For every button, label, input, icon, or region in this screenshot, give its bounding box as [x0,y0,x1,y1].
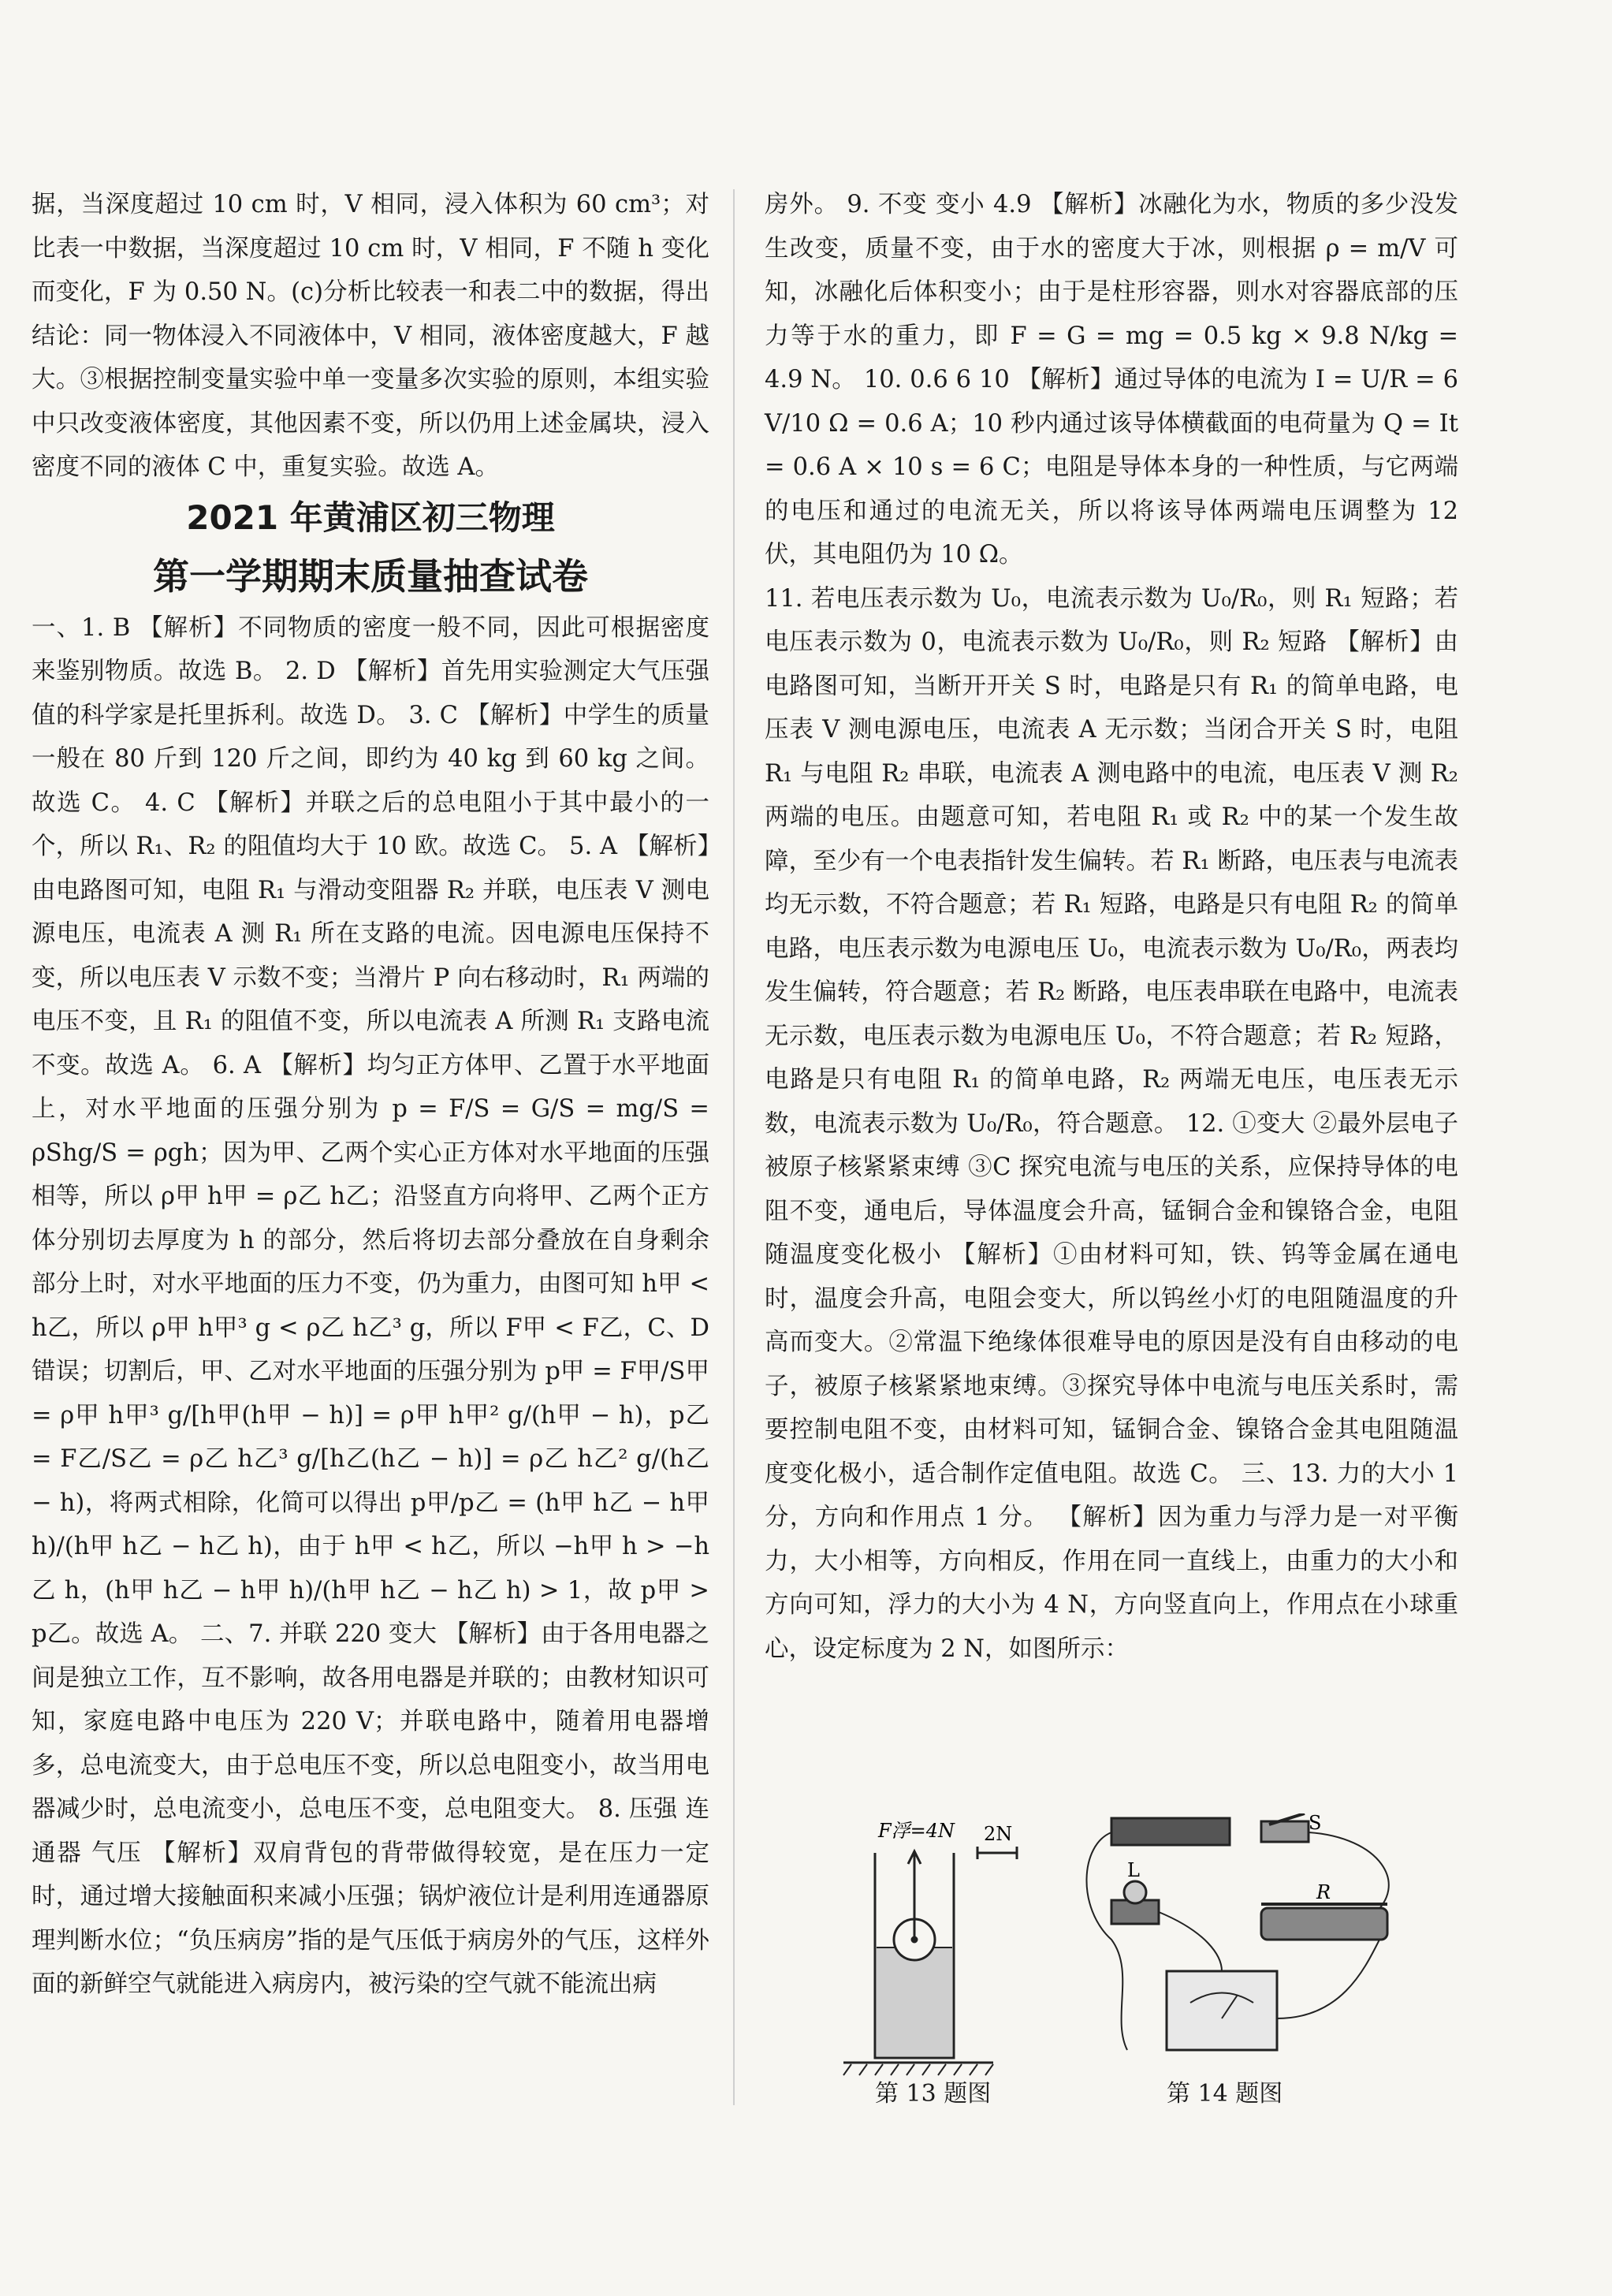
answers-9-10: 房外。 9. 不变 变小 4.9 【解析】冰融化为水，物质的多少没发生改变，质量不变，由于水的密度大于冰，则根据 ρ = m/V 可知，冰融化后体积变小；由于是柱形容器，则水对容器底部的压力等于水的重力，即 F = G = mg = 0.5 kg × 9.8 N/kg = 4.9 N。 10. 0.6 6 10 【解析】通过导体的电流为 I = U/R = 6 V/10 Ω = 0.6 A；10 秒内通过该导体横截面的电荷量为 Q = It = 0.6 A × 10 s = 6 C；电阻是导体本身的一种性质，与它两端的电压和通过的电流无关，所以将该导体两端电压调整为 12 伏，其电阻仍为 10 Ω。 [765,191,1458,568]
switch-label: S [1309,1813,1322,1834]
exam-title-line2: 第一学期期末质量抽查试卷 [153,554,588,598]
answers-11-13: 11. 若电压表示数为 U₀，电流表示数为 U₀/R₀，则 R₁ 短路；若电压表示数为 0，电流表示数为 U₀/R₀，则 R₂ 短路 【解析】由电路图可知，当断开开关 S 时，电路是只有 R₁ 的简单电路，电压表 V 测电源电压，电流表 A 无示数；当闭合开关 S 时，电阻 R₁ 与电阻 R₂ 串联，电流表 A 测电路中的电流，电压表 V 测 R₂ 两端的电压。由题意可知，若电阻 R₁ 或 R₂ 中的某一个发生故障，至少有一个电表指针发生偏转。若 R₁ 断路，电压表与电流表均无示数，不符合题意；若 R₁ 短路，电路是只有电阻 R₂ 的简单电路，电压表示数为电源电压 U₀，电流表示数为 U₀/R₀，两表均发生偏转，符合题意；若 R₂ 断路，电压表串联在电路中，电流表无示数，电压表示数为电源电压 U₀，不符合题意；若 R₂ 短路，电路是只有电阻 R₁ 的简单电路，R₂ 两端无电压，电压表无示数，电流表示数为 U₀/R₀，符合题意。 12. ①变大 ②最外层电子被原子核紧紧束缚 ③C 探究电流与电压的关系，应保持导体的电阻不变，通电后，导体温度会升高，锰铜合金和镍铬合金，电阻随温度变化极小 【解析】①由材料可知，铁、钨等金属在通电时，温度会升高，电阻会变大，所以钨丝小灯的电阻随温度的升高而变大。②常温下绝缘体很难导电的原因是没有自由移动的电子，被原子核紧紧地束缚。③探究导体中电流与电压关系时，需要控制电阻不变，由材料可知，锰铜合金、镍铬合金其电阻随温度变化极小，适合制作定值电阻。故选 C。 三、13. 力的大小 1 分，方向和作用点 1 分。 【解析】因为重力与浮力是一对平衡力，大小相等，方向相反，作用在同一直线上，由重力的大小和方向可知，浮力的大小为 4 N，方向竖直向上，作用点在小球重心，设定标度为 2 N，如图所示： [765,584,1458,1663]
continued-answer-text: 据，当深度超过 10 cm 时，V 相同，浸入体积为 60 cm³；对比表一中数据，当深度超过 10 cm 时，V 相同，F 不随 h 变化而变化，F 为 0.50 N。(c)分析比较表一和表二中的数据，得出结论：同一物体浸入不同液体中，V 相同，液体密度越大，F 越大。③根据控制变量实验中单一变量多次实验的原则，本组实验中只改变液体密度，其他因素不变，所以仍用上述金属块，浸入密度不同的液体 C 中，重复实验。故选 A。 [32,191,709,481]
rheostat [1261,1908,1387,1940]
left-column [32,183,709,2007]
column-divider [733,189,735,2105]
switch [1261,1821,1309,1842]
ammeter [1167,1971,1277,2050]
battery-box [1111,1818,1230,1845]
figure-13 [828,1806,1033,2089]
figure-14-caption: 第 14 题图 [1167,2080,1283,2108]
answers-section-1-2: 一、1. B 【解析】不同物质的密度一般不同，因此可根据密度来鉴别物质。故选 B。 2. D 【解析】首先用实验测定大气压强值的科学家是托里拆利。故选 D。 3. C 【解析】中学生的质量一般在 80 斤到 120 斤之间，即约为 40 kg 到 60 kg 之间。故选 C。 4. C 【解析】并联之后的总电阻小于其中最小的一个，所以 R₁、R₂ 的阻值均大于 10 欧。故选 C。 5. A 【解析】由电路图可知，电阻 R₁ 与滑动变阻器 R₂ 并联，电压表 V 测电源电压，电流表 A 测 R₁ 所在支路的电流。因电源电压保持不变，所以电压表 V 示数不变；当滑片 P 向右移动时，R₁ 两端的电压不变，且 R₁ 的阻值不变，所以电流表 A 所测 R₁ 支路电流不变。故选 A。 6. A 【解析】均匀正方体甲、乙置于水平地面上，对水平地面的压强分别为 p = F/S = G/S = mg/S = ρShg/S = ρgh；因为甲、乙两个实心正方体对水平地面的压强相等，所以 ρ甲 h甲 = ρ乙 h乙；沿竖直方向将甲、乙两个正方体分别切去厚度为 h 的部分，然后将切去部分叠放在自身剩余部分上时，对水平地面的压力不变，仍为重力，由图可知 h甲 < h乙，所以 ρ甲 h甲³ g < ρ乙 h乙³ g，所以 F甲 < F乙，C、D 错误；切割后，甲、乙对水平地面的压强分别为 p甲 = F甲/S甲 = ρ甲 h甲³ g/[h甲(h甲 − h)] = ρ甲 h甲² g/(h甲 − h)，p乙 = F乙/S乙 = ρ乙 h乙³ g/[h乙(h乙 − h)] = ρ乙 h乙² g/(h乙 − h)，将两式相除，化简可以得出 p甲/p乙 = (h甲 h乙 − h甲 h)/(h甲 h乙 − h乙 h)，由于 h甲 < h乙，所以 −h甲 h > −h乙 h，(h甲 h乙 − h甲 h)/(h甲 h乙 − h乙 h) > 1，故 p甲 > p乙。故选 A。 二、7. 并联 220 变大 【解析】由于各用电器之间是独立工作，互不影响，故各用电器是并联的；由教材知识可知，家庭电路中电压为 220 V；并联电路中，随着用电器增多，总电流变大，由于总电压不变，所以总电阻变小，故当用电器减少时，总电流变小，总电压不变，总电阻变大。 8. 压强 连通器 气压 【解析】双肩背包的背带做得较宽，是在压力一定时，通过增大接触面积来减小压强；锅炉液位计是利用连通器原理判断水位；“负压病房”指的是气压低于病房外的气压，这样外面的新鲜空气就能进入病房内，被污染的空气就不能流出病 [32,613,709,1998]
lamp [1124,1881,1146,1903]
scale-label: 2N [984,1823,1013,1845]
lamp-label: L [1127,1859,1140,1881]
water [877,1948,952,2056]
force-label: F浮=4N [878,1820,955,1842]
exam-title-line1: 2021 年黄浦区初三物理 [186,498,555,537]
resistor-label: R [1316,1881,1331,1903]
right-column [765,183,1458,1671]
figure-13-caption: 第 13 题图 [875,2080,992,2108]
figure-14 [1080,1813,1411,2074]
